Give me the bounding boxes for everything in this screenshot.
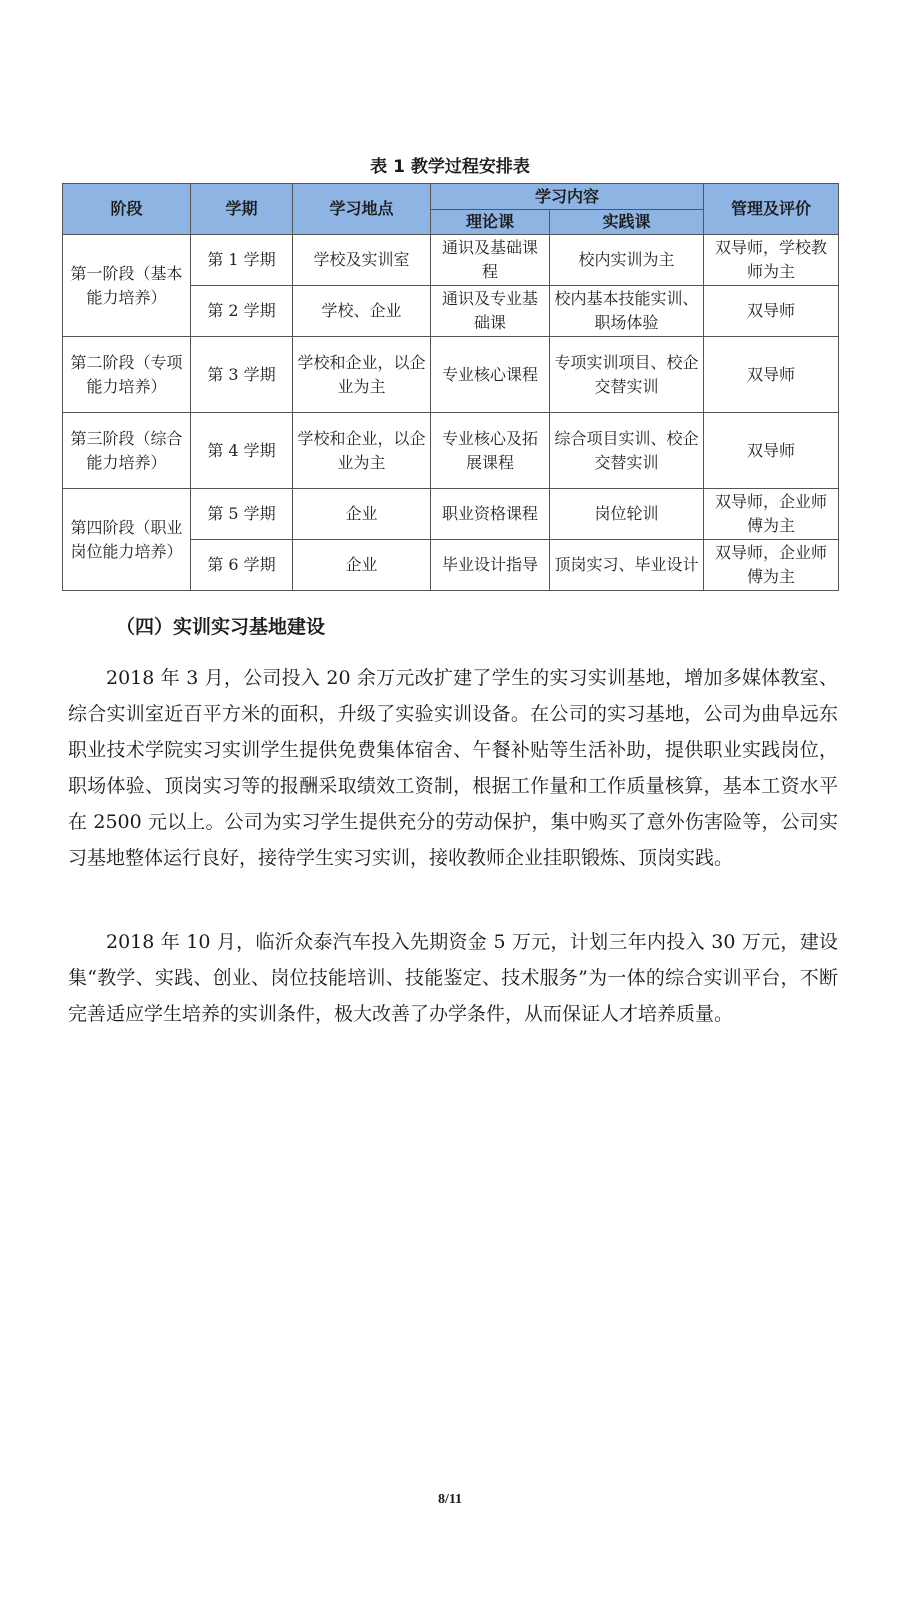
cell-semester: 第 1 学期 xyxy=(191,235,293,286)
cell-practice: 校内基本技能实训、职场体验 xyxy=(550,286,704,337)
table-row xyxy=(63,337,839,413)
cell-practice: 校内实训为主 xyxy=(550,235,704,286)
header-stage: 阶段 xyxy=(63,184,191,235)
page-number: 8/11 xyxy=(437,1492,463,1507)
header-location: 学习地点 xyxy=(293,184,431,235)
cell-stage: 第三阶段（综合能力培养） xyxy=(63,413,191,489)
cell-management: 双导师 xyxy=(704,337,839,413)
body-paragraph: 2018 年 3 月，公司投入 20 余万元改扩建了学生的实习实训基地，增加多媒体教室、综合实训室近百平方米的面积，升级了实验实训设备。在公司的实习基地，公司为曲阜远东职业技术学院实习实训学生提供免费集体宿舍、午餐补贴等生活补助，提供职业实践岗位，职场体验、顶岗实习等的报酬采取绩效工资制，根据工作量和工作质量核算，基本工资水平在 2500 元以上。公司为实习学生提供充分的劳动保护，集中购买了意外伤害险等，公司实习基地整体运行良好，接待学生实习实训，接收教师企业挂职锻炼、顶岗实践。 xyxy=(68,667,838,869)
cell-practice: 岗位轮训 xyxy=(550,489,704,540)
cell-practice: 专项实训项目、校企交替实训 xyxy=(550,337,704,413)
table-caption: 表 1 教学过程安排表 xyxy=(370,157,530,177)
cell-semester: 第 6 学期 xyxy=(191,540,293,591)
cell-location: 企业 xyxy=(293,489,431,540)
cell-practice: 顶岗实习、毕业设计 xyxy=(550,540,704,591)
table-row xyxy=(63,489,839,540)
body-paragraph: 2018 年 10 月，临沂众泰汽车投入先期资金 5 万元，计划三年内投入 30 万元，建设集“教学、实践、创业、岗位技能培训、技能鉴定、技术服务”为一体的综合实训平台，不断完善适应学生培养的实训条件，极大改善了办学条件，从而保证人才培养质量。 xyxy=(68,931,838,1025)
teaching-schedule-table xyxy=(62,183,839,591)
cell-practice: 综合项目实训、校企交替实训 xyxy=(550,413,704,489)
cell-management: 双导师 xyxy=(704,413,839,489)
cell-location: 学校和企业，以企业为主 xyxy=(293,337,431,413)
cell-location: 学校、企业 xyxy=(293,286,431,337)
cell-semester: 第 2 学期 xyxy=(191,286,293,337)
cell-location: 学校及实训室 xyxy=(293,235,431,286)
cell-stage: 第二阶段（专项能力培养） xyxy=(63,337,191,413)
table-row xyxy=(63,413,839,489)
cell-management: 双导师，企业师傅为主 xyxy=(704,540,839,591)
header-content: 学习内容 xyxy=(431,184,704,210)
table-header-row xyxy=(63,184,839,210)
cell-management: 双导师 xyxy=(704,286,839,337)
cell-management: 双导师，学校教师为主 xyxy=(704,235,839,286)
cell-location: 企业 xyxy=(293,540,431,591)
cell-location: 学校和企业，以企业为主 xyxy=(293,413,431,489)
cell-theory: 专业核心课程 xyxy=(431,337,550,413)
cell-theory: 职业资格课程 xyxy=(431,489,550,540)
cell-theory: 毕业设计指导 xyxy=(431,540,550,591)
header-management: 管理及评价 xyxy=(704,184,839,235)
cell-semester: 第 3 学期 xyxy=(191,337,293,413)
cell-stage: 第一阶段（基本能力培养） xyxy=(63,235,191,337)
cell-theory: 专业核心及拓展课程 xyxy=(431,413,550,489)
cell-semester: 第 4 学期 xyxy=(191,413,293,489)
header-practice: 实践课 xyxy=(550,210,704,235)
table-row xyxy=(63,235,839,286)
header-theory: 理论课 xyxy=(431,210,550,235)
header-semester: 学期 xyxy=(191,184,293,235)
section-heading: （四）实训实习基地建设 xyxy=(116,616,326,638)
cell-theory: 通识及专业基础课 xyxy=(431,286,550,337)
cell-semester: 第 5 学期 xyxy=(191,489,293,540)
cell-management: 双导师，企业师傅为主 xyxy=(704,489,839,540)
cell-stage: 第四阶段（职业岗位能力培养） xyxy=(63,489,191,591)
cell-theory: 通识及基础课程 xyxy=(431,235,550,286)
